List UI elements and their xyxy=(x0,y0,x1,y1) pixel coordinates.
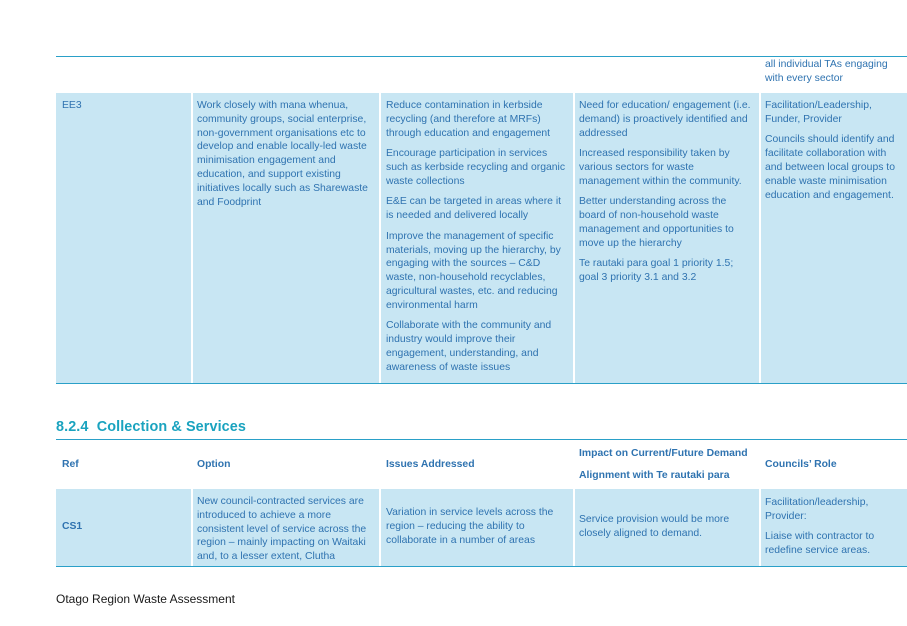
issue-item: Encourage participation in services such as kerbside recycling and organic waste collections xyxy=(386,148,566,187)
column-divider xyxy=(759,93,761,383)
column-divider xyxy=(759,489,761,566)
section-title: Collection & Services xyxy=(96,419,246,435)
role-item: Councils should identify and facilitate collaboration with and between local groups to enable waste minimisation education and engagement. xyxy=(765,134,895,201)
column-divider xyxy=(379,93,381,383)
issue-item: E&E can be targeted in areas where it is needed and delivered locally xyxy=(386,196,562,222)
table-header xyxy=(56,439,907,490)
continued-role-text: all individual TAs engaging with every sector xyxy=(765,59,888,84)
header-ref: Ref xyxy=(62,459,79,470)
issue-item: Reduce contamination in kerbside recycling (and therefore at MRFs) through education and engagement xyxy=(386,100,551,139)
impact-item: Better understanding across the board of non-household waste management and opportunities to move up the hierarchy xyxy=(579,196,734,249)
table-row-ee3 xyxy=(56,92,907,384)
header-alignment: Alignment with Te rautaki para xyxy=(579,470,730,481)
cell-option: New council-contracted services are introduced to achieve a more consistent level of service across the region – mainly impacting on Waitaki and, to a lesser extent, Clutha xyxy=(197,496,367,563)
header-impact: Impact on Current/Future Demand xyxy=(579,448,748,459)
cell-option: Work closely with mana whenua, community groups, social enterprise, non-government organisations etc to develop and enable locally-led waste minimisation engagement and education, and support existing initiatives locally such as Sharewaste and Foodprint xyxy=(197,100,368,208)
table-row-cs1 xyxy=(56,489,907,567)
column-divider xyxy=(573,489,575,566)
role-item: Facilitation/Leadership, Funder, Provider xyxy=(765,100,872,125)
column-divider xyxy=(191,489,193,566)
header-role: Councils’ Role xyxy=(765,459,837,470)
cell-impact: Service provision would be more closely aligned to demand. xyxy=(579,514,730,539)
column-divider xyxy=(379,489,381,566)
cell-ref: EE3 xyxy=(62,100,82,111)
issue-item: Improve the management of specific materials, moving up the hierarchy, by engaging with the sources – C&D waste, non-household recyclables, agricultural wastes, etc. and reducing environmental harm xyxy=(386,230,561,311)
header-option: Option xyxy=(197,459,231,470)
header-issues: Issues Addressed xyxy=(386,459,475,470)
column-divider xyxy=(191,93,193,383)
impact-item: Te rautaki para goal 1 priority 1.5; goal 3 priority 3.1 and 3.2 xyxy=(579,258,734,284)
cell-ref: CS1 xyxy=(62,521,83,532)
cell-issues: Variation in service levels across the region – reducing the ability to collaborate in a number of areas xyxy=(386,507,554,546)
cell-impact xyxy=(579,99,755,285)
cell-role xyxy=(765,99,905,202)
table-top-border xyxy=(56,56,907,57)
impact-item: Increased responsibility taken by various sectors for waste management within the community. xyxy=(579,148,742,187)
page-footer: Otago Region Waste Assessment xyxy=(56,592,235,606)
section-heading xyxy=(56,419,246,435)
cell-role xyxy=(765,496,905,558)
role-item: Liaise with contractor to redefine service areas. xyxy=(765,531,875,557)
impact-item: Need for education/ engagement (i.e. demand) is proactively identified and addressed xyxy=(579,100,751,139)
section-number: 8.2.4 xyxy=(56,419,89,435)
issue-item: Collaborate with the community and industry would improve their engagement, understanding, and awareness of waste issues xyxy=(386,320,552,373)
cell-issues xyxy=(386,99,570,375)
column-divider xyxy=(573,93,575,383)
role-item: Facilitation/leadership, Provider: xyxy=(765,497,869,522)
